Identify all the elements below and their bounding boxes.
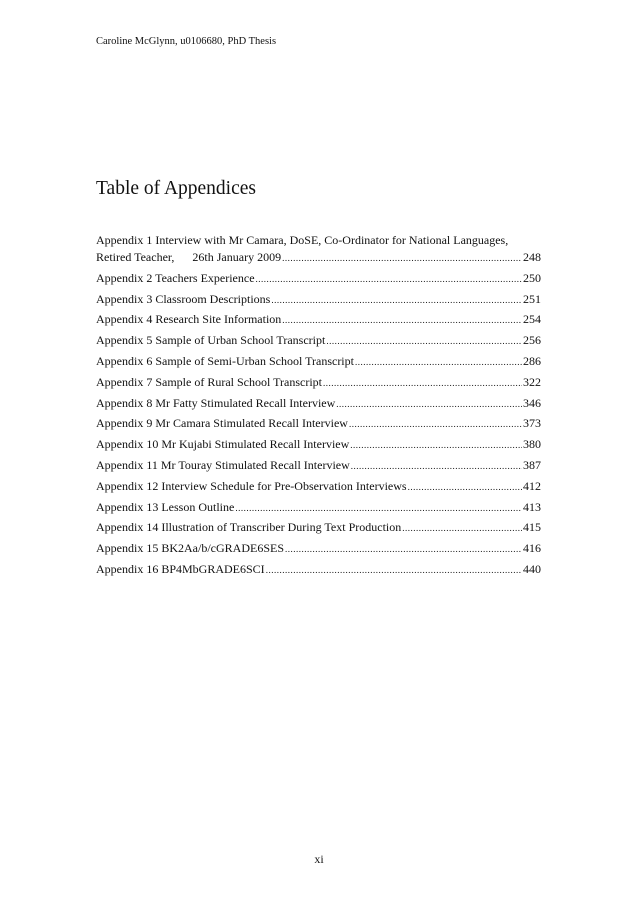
dot-leader xyxy=(271,292,522,309)
dot-leader xyxy=(408,479,522,496)
toc-entry-appendix-12[interactable] xyxy=(96,478,541,496)
toc-page-number: 380 xyxy=(523,437,541,452)
dot-leader xyxy=(402,520,522,537)
toc-entry-text: Appendix 12 Interview Schedule for Pre-Observation Interviews xyxy=(96,478,407,493)
toc-entry-appendix-6[interactable] xyxy=(96,353,541,371)
toc-entry-appendix-2[interactable] xyxy=(96,270,541,288)
toc-entry-text: Appendix 3 Classroom Descriptions xyxy=(96,291,271,306)
toc-page-number: 346 xyxy=(523,395,541,410)
dot-leader xyxy=(336,396,522,413)
dot-leader xyxy=(235,500,522,517)
dot-leader xyxy=(256,271,522,288)
toc-entry-text: Appendix 7 Sample of Rural School Transcript xyxy=(96,374,322,389)
appendix-list xyxy=(96,232,541,582)
toc-entry-appendix-7[interactable] xyxy=(96,374,541,392)
running-header: Caroline McGlynn, u0106680, PhD Thesis xyxy=(96,36,277,47)
dot-leader xyxy=(351,458,522,475)
toc-entry-text-line2b: 26th January 2009 xyxy=(192,250,282,264)
toc-page-number: 286 xyxy=(523,353,541,368)
toc-entry-appendix-15[interactable] xyxy=(96,540,541,558)
dot-leader xyxy=(282,312,522,329)
toc-entry-text: Appendix 6 Sample of Semi-Urban School Transcript xyxy=(96,353,354,368)
toc-entry-text: Appendix 14 Illustration of Transcriber During Text Production xyxy=(96,520,402,535)
toc-entry-appendix-3[interactable] xyxy=(96,291,541,309)
toc-page-number: 412 xyxy=(523,478,541,493)
toc-entry-appendix-14[interactable] xyxy=(96,519,541,537)
toc-entry-appendix-10[interactable] xyxy=(96,436,541,454)
toc-page-number: 373 xyxy=(523,416,541,431)
toc-entry-text-line2a: Retired Teacher, xyxy=(96,250,175,264)
toc-page-number: 254 xyxy=(523,312,541,327)
toc-entry-text-line1: Appendix 1 Interview with Mr Camara, DoSE, Co-Ordinator for National Languages, xyxy=(96,233,509,247)
toc-entry-appendix-4[interactable] xyxy=(96,311,541,329)
dot-leader xyxy=(323,375,522,392)
toc-entry-text: Appendix 5 Sample of Urban School Transcript xyxy=(96,333,326,348)
dot-leader xyxy=(326,333,522,350)
dot-leader xyxy=(349,416,522,433)
page-title: Table of Appendices xyxy=(96,178,256,199)
toc-page-number: 250 xyxy=(523,270,541,285)
toc-entry-text: Appendix 2 Teachers Experience xyxy=(96,270,255,285)
dot-leader xyxy=(355,354,522,371)
toc-entry-text: Appendix 16 BP4MbGRADE6SCI xyxy=(96,561,265,576)
toc-entry-appendix-16[interactable] xyxy=(96,561,541,579)
toc-entry-text: Appendix 10 Mr Kujabi Stimulated Recall Interview xyxy=(96,437,350,452)
toc-entry-text: Appendix 15 BK2Aa/b/cGRADE6SES xyxy=(96,541,284,556)
toc-page-number: 413 xyxy=(523,499,541,514)
toc-entry-text: Appendix 11 Mr Touray Stimulated Recall Interview xyxy=(96,457,350,472)
toc-page-number: 248 xyxy=(523,250,541,264)
toc-entry-appendix-13[interactable] xyxy=(96,499,541,517)
dot-leader xyxy=(266,562,522,579)
toc-entry-appendix-11[interactable] xyxy=(96,457,541,475)
toc-entry-appendix-5[interactable] xyxy=(96,332,541,350)
dot-leader xyxy=(282,250,522,267)
toc-page-number: 256 xyxy=(523,333,541,348)
toc-entry-text: Appendix 9 Mr Camara Stimulated Recall Interview xyxy=(96,416,348,431)
dot-leader xyxy=(350,437,522,454)
dot-leader xyxy=(285,541,522,558)
toc-entry-appendix-1[interactable] xyxy=(96,232,541,267)
toc-entry-appendix-9[interactable] xyxy=(96,415,541,433)
toc-page-number: 251 xyxy=(523,291,541,306)
page-number: xi xyxy=(314,852,324,866)
toc-entry-text: Appendix 8 Mr Fatty Stimulated Recall Interview xyxy=(96,395,336,410)
toc-entry-text: Appendix 4 Research Site Information xyxy=(96,312,282,327)
toc-entry-text: Appendix 13 Lesson Outline xyxy=(96,499,235,514)
toc-page-number: 322 xyxy=(523,374,541,389)
toc-page-number: 415 xyxy=(523,520,541,535)
toc-page-number: 416 xyxy=(523,541,541,556)
toc-page-number: 440 xyxy=(523,561,541,576)
toc-entry-appendix-8[interactable] xyxy=(96,395,541,413)
toc-page-number: 387 xyxy=(523,457,541,472)
